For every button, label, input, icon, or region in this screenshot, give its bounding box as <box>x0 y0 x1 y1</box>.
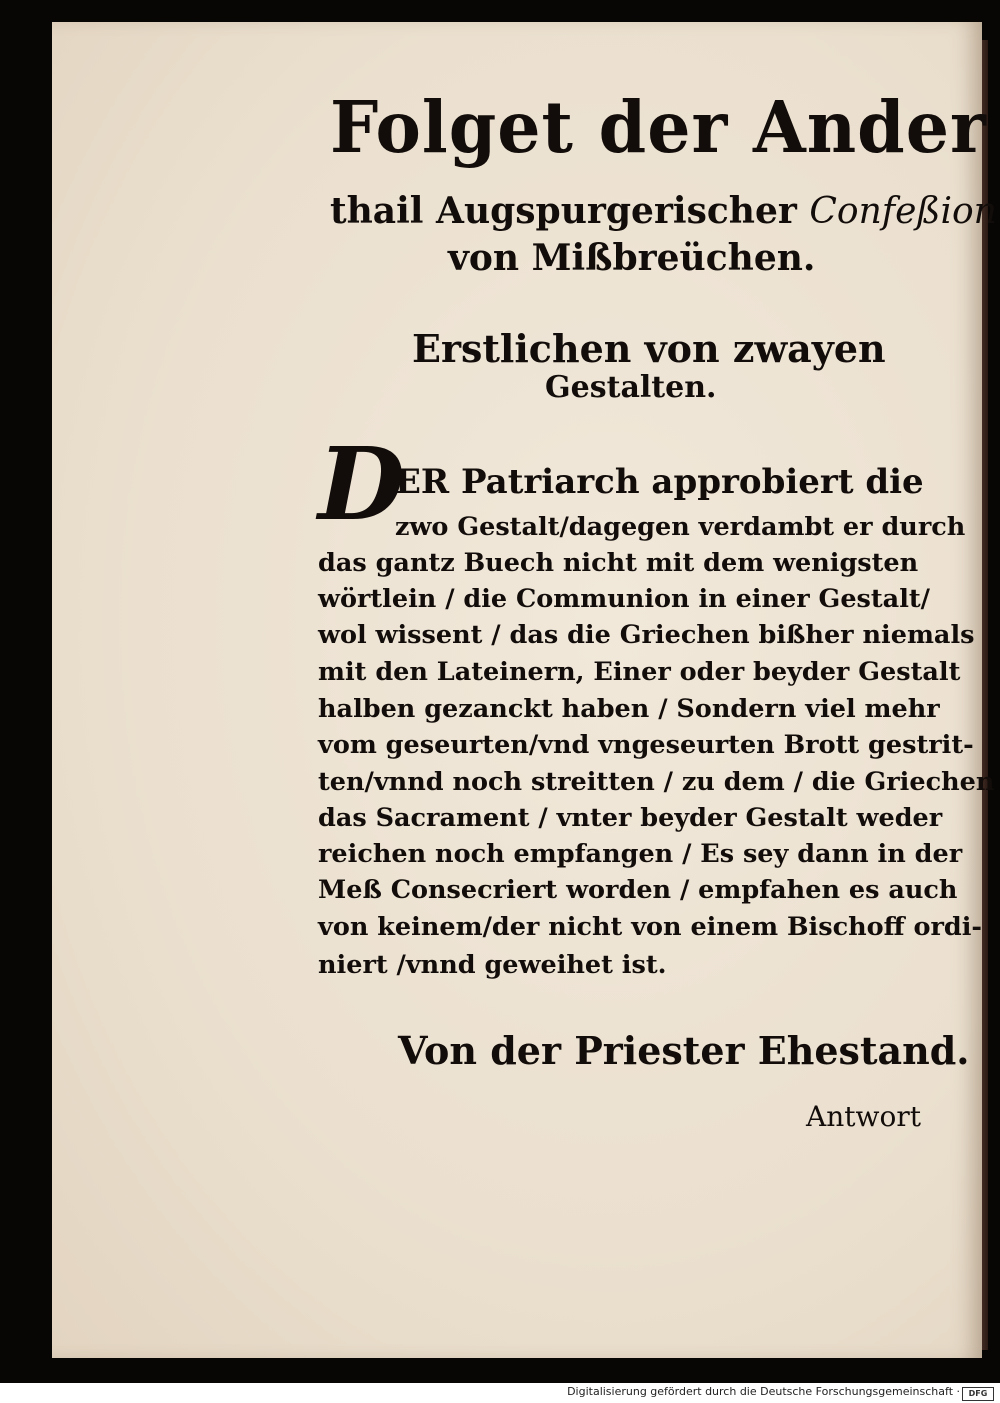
catchword: Antwort <box>806 1100 921 1133</box>
body-line: Meß Consecriert worden / empfahen es auch <box>318 875 958 905</box>
body-line: wol wissent / das die Griechen bißher niemals <box>318 620 975 650</box>
section-heading-line-1: Erstlichen von zwayen <box>412 326 886 371</box>
body-line: zwo Gestalt/dagegen verdambt er durch <box>395 512 966 542</box>
body-line: vom geseurten/vnd vngeseurten Brott gestrit- <box>318 730 974 760</box>
footer-bar <box>0 1383 1000 1403</box>
body-line: von keinem/der nicht von einem Bischoff ordi- <box>318 912 982 942</box>
title-line-2 <box>330 190 997 232</box>
next-section-heading: Von der Priester Ehestand. <box>398 1028 970 1073</box>
title-line-3: von Mißbreüchen. <box>448 237 816 279</box>
dfg-logo: DFG <box>962 1387 994 1401</box>
title-line-1: Folget der Ander <box>330 86 987 170</box>
body-line: ER Patriarch approbiert die <box>395 462 924 502</box>
body-line: wörtlein / die Communion in einer Gestalt/ <box>318 584 930 614</box>
footer-credit: Digitalisierung gefördert durch die Deutsche Forschungsgemeinschaft · <box>567 1385 960 1398</box>
body-line: ten/vnnd noch streitten / zu dem / die Griechen <box>318 767 995 797</box>
title-line-2-text: thail Augspurgerischer <box>330 190 797 232</box>
section-heading-line-2: Gestalten. <box>545 370 717 405</box>
body-line: das gantz Buech nicht mit dem wenigsten <box>318 548 919 578</box>
body-line: mit den Lateinern, Einer oder beyder Gestalt <box>318 657 961 687</box>
drop-cap: D <box>318 425 405 543</box>
body-line: halben gezanckt haben / Sondern viel mehr <box>318 694 940 724</box>
body-line: reichen noch empfangen / Es sey dann in der <box>318 839 963 869</box>
body-line: niert /vnnd geweihet ist. <box>318 950 667 980</box>
title-line-2-italic: Confeßion <box>809 191 997 232</box>
body-line: das Sacrament / vnter beyder Gestalt weder <box>318 803 943 833</box>
